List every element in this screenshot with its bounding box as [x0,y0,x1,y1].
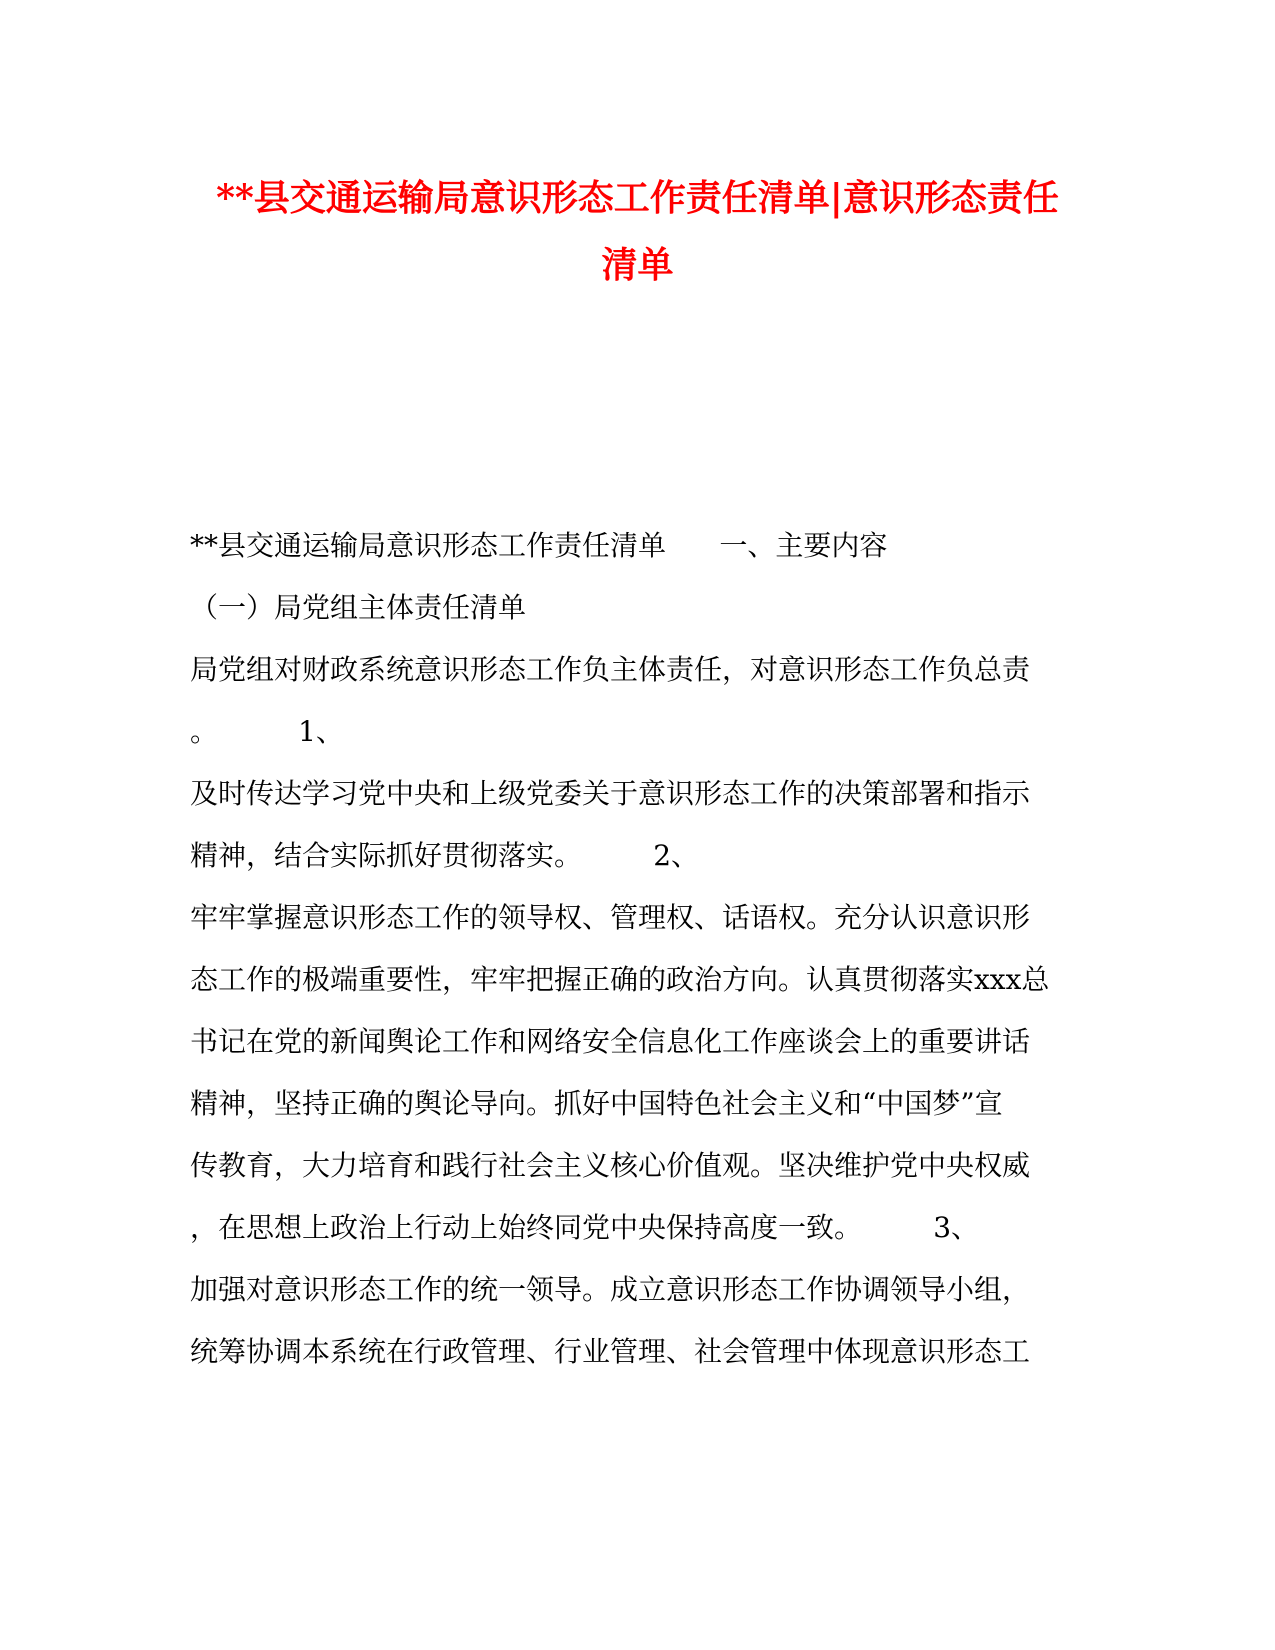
body-line-1: **县交通运输局意识形态工作责任清单 一、主要内容 [190,529,888,562]
body-line-5: 及时传达学习党中央和上级党委关于意识形态工作的决策部署和指示 [190,777,1031,810]
body-line-3: 局党组对财政系统意识形态工作负主体责任，对意识形态工作负总责 [190,653,1031,686]
body-line-10: 精神，坚持正确的舆论导向。抓好中国特色社会主义和“中国梦”宣 [190,1087,1003,1120]
body-line-14: 统筹协调本系统在行政管理、行业管理、社会管理中体现意识形态工 [190,1335,1031,1368]
document-title-line-2: 清单 [601,244,674,286]
document-title-line-1: **县交通运输局意识形态工作责任清单|意识形态责任 [216,177,1059,219]
body-line-8: 态工作的极端重要性，牢牢把握正确的政治方向。认真贯彻落实xxx总 [190,963,1050,996]
body-line-6: 精神，结合实际抓好贯彻落实。 2、 [190,839,700,872]
body-line-13: 加强对意识形态工作的统一领导。成立意识形态工作协调领导小组， [190,1273,1031,1306]
body-line-12: ，在思想上政治上行动上始终同党中央保持高度一致。 3、 [190,1211,980,1244]
body-line-4: 。 1、 [190,715,344,748]
body-line-2: （一）局党组主体责任清单 [190,591,527,624]
body-line-7: 牢牢掌握意识形态工作的领导权、管理权、话语权。充分认识意识形 [190,901,1031,934]
body-line-9: 书记在党的新闻舆论工作和网络安全信息化工作座谈会上的重要讲话 [190,1025,1031,1058]
body-line-11: 传教育，大力培育和践行社会主义核心价值观。坚决维护党中央权威 [190,1149,1031,1182]
